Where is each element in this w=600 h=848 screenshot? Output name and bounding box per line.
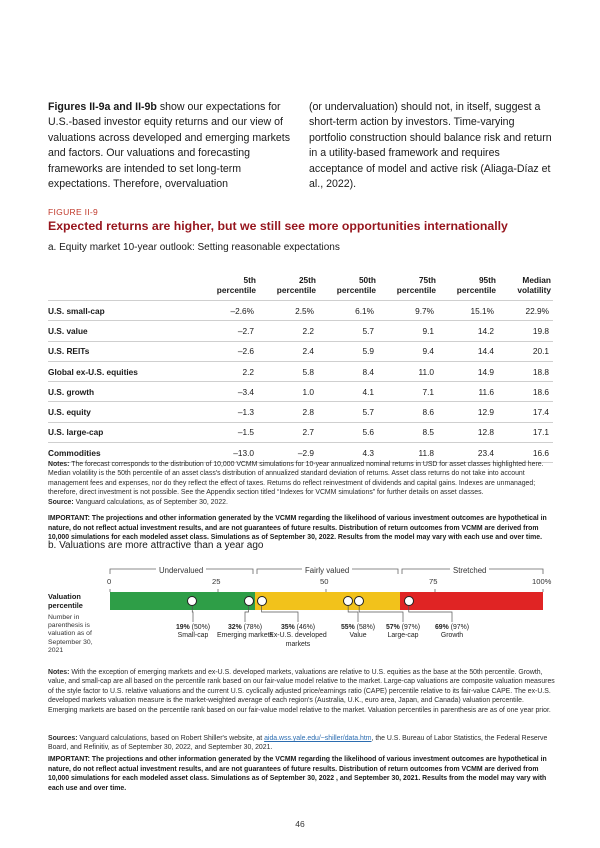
table-row [48, 341, 553, 361]
table-cell: 9.4 [378, 341, 438, 361]
table-header-4 [378, 275, 438, 301]
sources-label: Sources: [48, 735, 78, 742]
table-row [48, 382, 553, 402]
marker-name: Emerging markets [217, 632, 273, 640]
table-cell: 18.6 [498, 382, 553, 402]
table-cell: 11.6 [438, 382, 498, 402]
table-header-line: 25th [298, 275, 316, 285]
marker-caption [422, 624, 482, 641]
sources-text-pre: Vanguard calculations, based on Robert Shiller's website, at [77, 735, 265, 742]
row-label: U.S. equity [48, 402, 198, 422]
table-header-6 [498, 275, 553, 301]
source-label: Source: [48, 499, 74, 506]
row-label: U.S. value [48, 321, 198, 341]
marker-percent: 57% [385, 624, 400, 631]
table-cell: 19.8 [498, 321, 553, 341]
marker-prior-percent: (58%) [356, 624, 376, 631]
marker-prior-percent: (97%) [450, 624, 470, 631]
table-header-line: Median [522, 275, 551, 285]
table-cell: –13.0 [198, 443, 258, 463]
table-cell: –2.6 [198, 341, 258, 361]
notes-label: Notes: [48, 669, 70, 676]
marker-prior-percent: (50%) [191, 624, 211, 631]
intro-right-paragraph: (or undervaluation) should not, in itself, suggest a short-term action by investors. Time-varying portfolio construction should balance risk and return in a utility-based framework and requires acceptance of model and active risk (Aliaga-Díaz et al., 2022). [309, 101, 552, 191]
row-label: U.S. large-cap [48, 422, 198, 442]
table-header-line: 5th [243, 275, 256, 285]
table-cell: 2.2 [198, 361, 258, 381]
table-cell: 23.4 [438, 443, 498, 463]
marker-leader-line [348, 606, 358, 622]
table-cell: 14.4 [438, 341, 498, 361]
table-row [48, 402, 553, 422]
table-cell: 9.1 [378, 321, 438, 341]
marker-caption [268, 624, 328, 649]
marker-leader-line [262, 606, 298, 622]
table-cell: 5.6 [318, 422, 378, 442]
table-header-line: percentile [216, 285, 256, 295]
table-body [48, 301, 553, 463]
marker-percent: 69% [434, 624, 449, 631]
table-cell: –2.7 [198, 321, 258, 341]
table-cell: –3.4 [198, 382, 258, 402]
table-header-line: 95th [478, 275, 496, 285]
table-cell: 11.0 [378, 361, 438, 381]
table-cell: 17.4 [498, 402, 553, 422]
table-cell: 11.8 [378, 443, 438, 463]
row-label: Commodities [48, 443, 198, 463]
table-header-5 [438, 275, 498, 301]
table-header-row [48, 275, 553, 301]
marker-percent: 32% [227, 624, 242, 631]
marker-percent-line [268, 624, 328, 632]
table-header-line: 50th [358, 275, 376, 285]
sources-text-post: , the U.S. Bureau of Labor Statistics, the Federal Reserve Board, and Refinitiv, as of September 30, 2022, and September 30, 2021. [48, 735, 548, 752]
table-cell: –2.6% [198, 301, 258, 321]
marker-name: Small-cap [177, 632, 209, 640]
marker-name: Growth [440, 632, 464, 640]
marker-prior-percent: (97%) [401, 624, 421, 631]
table-cell: 2.7 [258, 422, 318, 442]
table-cell: 2.2 [258, 321, 318, 341]
table-header-line: percentile [336, 285, 376, 295]
marker-name: Large-cap [387, 632, 419, 640]
valuation-percentile-label: Valuation percentile [48, 592, 83, 610]
panel-a-subtitle: a. Equity market 10-year outlook: Setting reasonable expectations [48, 242, 340, 253]
notes-text: With the exception of emerging markets and ex-U.S. developed markets, valuations are relative to U.S. equities as the base at the 50th percentile. Growth, value, and small-cap are all based on the percentile rank based on our fair-value model relative to the market. Large-cap valuations are composite valuation measures of the style factor to U.S. relative valuations and the current U.S. cyclically adjusted price/earnings ratio (CAPE) percentile relative to its fair-value CAPE. The ex-U.S. developed markets valuation measure is the market-weighted average of each region's (Australia, U.K., euro area, Japan, and Canada) valuation percentile. Emerging markets are based on the percentile rank based on our fair-value model relative to the market. Valuation percentiles in parenthesis are as of one year prior. [48, 669, 555, 714]
shiller-website-link[interactable]: aida.wss.yale.edu/~shiller/data.htm [264, 735, 372, 742]
table-cell: 14.9 [438, 361, 498, 381]
notes-label: Notes: [48, 461, 70, 468]
table-row [48, 321, 553, 341]
table-header-2 [258, 275, 318, 301]
table-header-line: percentile [456, 285, 496, 295]
marker-caption [215, 624, 275, 641]
table-cell: 17.1 [498, 422, 553, 442]
table-row [48, 422, 553, 442]
table-cell: 12.9 [438, 402, 498, 422]
table-row [48, 301, 553, 321]
notes-text: The forecast corresponds to the distribution of 10,000 VCMM simulations for 10-year annualized nominal returns in USD for asset classes highlighted here. Median volatility is the 50th percentile of an asset class's distribution of annualized standard deviation of returns. Asset class returns do not take into account management fees and expenses, nor do they reflect the effect of taxes. Returns do reflect reinvestment of dividends and capital gains. Indexes are unmanaged; therefore, direct investment is not possible. See the Appendix section titled “Indexes for VCMM simulations” for further details on asset classes. [48, 461, 544, 497]
table-cell: –1.3 [198, 402, 258, 422]
table-cell: 4.3 [318, 443, 378, 463]
axis-tick-50: 50 [320, 577, 329, 586]
table-cell: 6.1% [318, 301, 378, 321]
source-text: Vanguard calculations, as of September 30, 2022. [73, 499, 228, 506]
band-label-fairly-valued: Fairly valued [302, 566, 352, 575]
panel-a-notes [48, 460, 555, 498]
table-header-line: percentile [276, 285, 316, 295]
row-label: Global ex-U.S. equities [48, 361, 198, 381]
valuation-marker-dot [257, 596, 267, 606]
row-label: U.S. REITs [48, 341, 198, 361]
table-cell: 8.5 [378, 422, 438, 442]
band-label-undervalued: Undervalued [156, 566, 206, 575]
table-header-line: 75th [418, 275, 436, 285]
marker-caption [163, 624, 223, 641]
panel-b-subtitle: b. Valuations are more attractive than a year ago [48, 540, 264, 551]
table-cell: 7.1 [378, 382, 438, 402]
marker-leader-line [409, 606, 452, 622]
marker-percent-line [422, 624, 482, 632]
table-header-3 [318, 275, 378, 301]
table-header-blank [48, 275, 198, 301]
table-cell: 22.9% [498, 301, 553, 321]
panel-b-notes [48, 668, 555, 715]
marker-prior-percent: (78%) [243, 624, 263, 631]
table-cell: 18.8 [498, 361, 553, 381]
row-label: U.S. growth [48, 382, 198, 402]
table-cell: 14.2 [438, 321, 498, 341]
panel-b-sources [48, 734, 555, 753]
figure-label: FIGURE II-9 [48, 207, 99, 217]
table-cell: 1.0 [258, 382, 318, 402]
intro-left-text: show our expectations for U.S.-based investor equity returns and our view of valuations across developed and emerging markets and factors. Our valuations and forecasting frameworks are intended to set long-term expectations. Therefore, overvaluation [48, 101, 291, 191]
table-row [48, 361, 553, 381]
table-cell: 5.7 [318, 321, 378, 341]
valuation-marker-dot [404, 596, 414, 606]
table-cell: 20.1 [498, 341, 553, 361]
table-cell: –2.9 [258, 443, 318, 463]
band-label-stretched: Stretched [450, 566, 489, 575]
panel-b-important: IMPORTANT: The projections and other information generated by the VCMM regarding the likelihood of various investment outcomes are hypothetical in nature, do not reflect actual investment results, and are not guarantees of future results. Distribution of return outcomes from VCMM are derived from 10,000 simulations for each modeled asset class. Simulations as of September 30, 2022 , and September 30, 2021. Results from the model may vary with each use and over time. [48, 756, 547, 792]
axis-tick-25: 25 [212, 577, 221, 586]
axis-tick-75: 75 [429, 577, 438, 586]
marker-leader-line [359, 606, 403, 622]
panel-a-important: IMPORTANT: The projections and other information generated by the VCMM regarding the likelihood of various investment outcomes are hypothetical in nature, do not reflect actual investment results, and are not guarantees of future results. Distribution of return outcomes from VCMM are derived from 10,000 simulations for each modeled asset class. Simulations as of September 30, 2022. Results from the model may vary with each use and over time. [48, 515, 547, 542]
figure-title: Expected returns are higher, but we still see more opportunities internationally [48, 219, 508, 233]
table-cell: 5.7 [318, 402, 378, 422]
marker-leader-line [192, 606, 193, 622]
marker-name: Value [349, 632, 367, 640]
valuation-marker-dot [244, 596, 254, 606]
marker-prior-percent: (46%) [296, 624, 316, 631]
table-cell: 5.8 [258, 361, 318, 381]
table-cell: 8.4 [318, 361, 378, 381]
table-cell: 12.8 [438, 422, 498, 442]
row-label: U.S. small-cap [48, 301, 198, 321]
panel-a-source [48, 498, 555, 507]
page-number: 46 [295, 819, 305, 829]
marker-percent: 35% [280, 624, 295, 631]
table-cell: –1.5 [198, 422, 258, 442]
table-header-1 [198, 275, 258, 301]
marker-percent-line [163, 624, 223, 632]
intro-left-paragraph [48, 100, 292, 192]
table-header-line: percentile [396, 285, 436, 295]
marker-percent: 19% [175, 624, 190, 631]
axis-tick-100: 100% [532, 577, 552, 586]
marker-percent: 55% [340, 624, 355, 631]
marker-name: Ex-U.S. developed markets [269, 632, 327, 648]
axis-tick-0: 0 [107, 577, 112, 586]
intro-bold-lead: Figures II-9a and II-9b [48, 101, 157, 113]
number-in-parenthesis-label: Number in parenthesis is valuation as of September 30, 2021 [48, 614, 93, 654]
table-cell: 2.4 [258, 341, 318, 361]
outlook-table [48, 275, 553, 463]
table-cell: 15.1% [438, 301, 498, 321]
table-header-line: volatility [517, 285, 551, 295]
table-cell: 16.6 [498, 443, 553, 463]
table-cell: 9.7% [378, 301, 438, 321]
table-cell: 2.8 [258, 402, 318, 422]
table-cell: 2.5% [258, 301, 318, 321]
table-cell: 8.6 [378, 402, 438, 422]
marker-leader-line [245, 606, 249, 622]
marker-percent-line [215, 624, 275, 632]
table-cell: 5.9 [318, 341, 378, 361]
table-cell: 4.1 [318, 382, 378, 402]
